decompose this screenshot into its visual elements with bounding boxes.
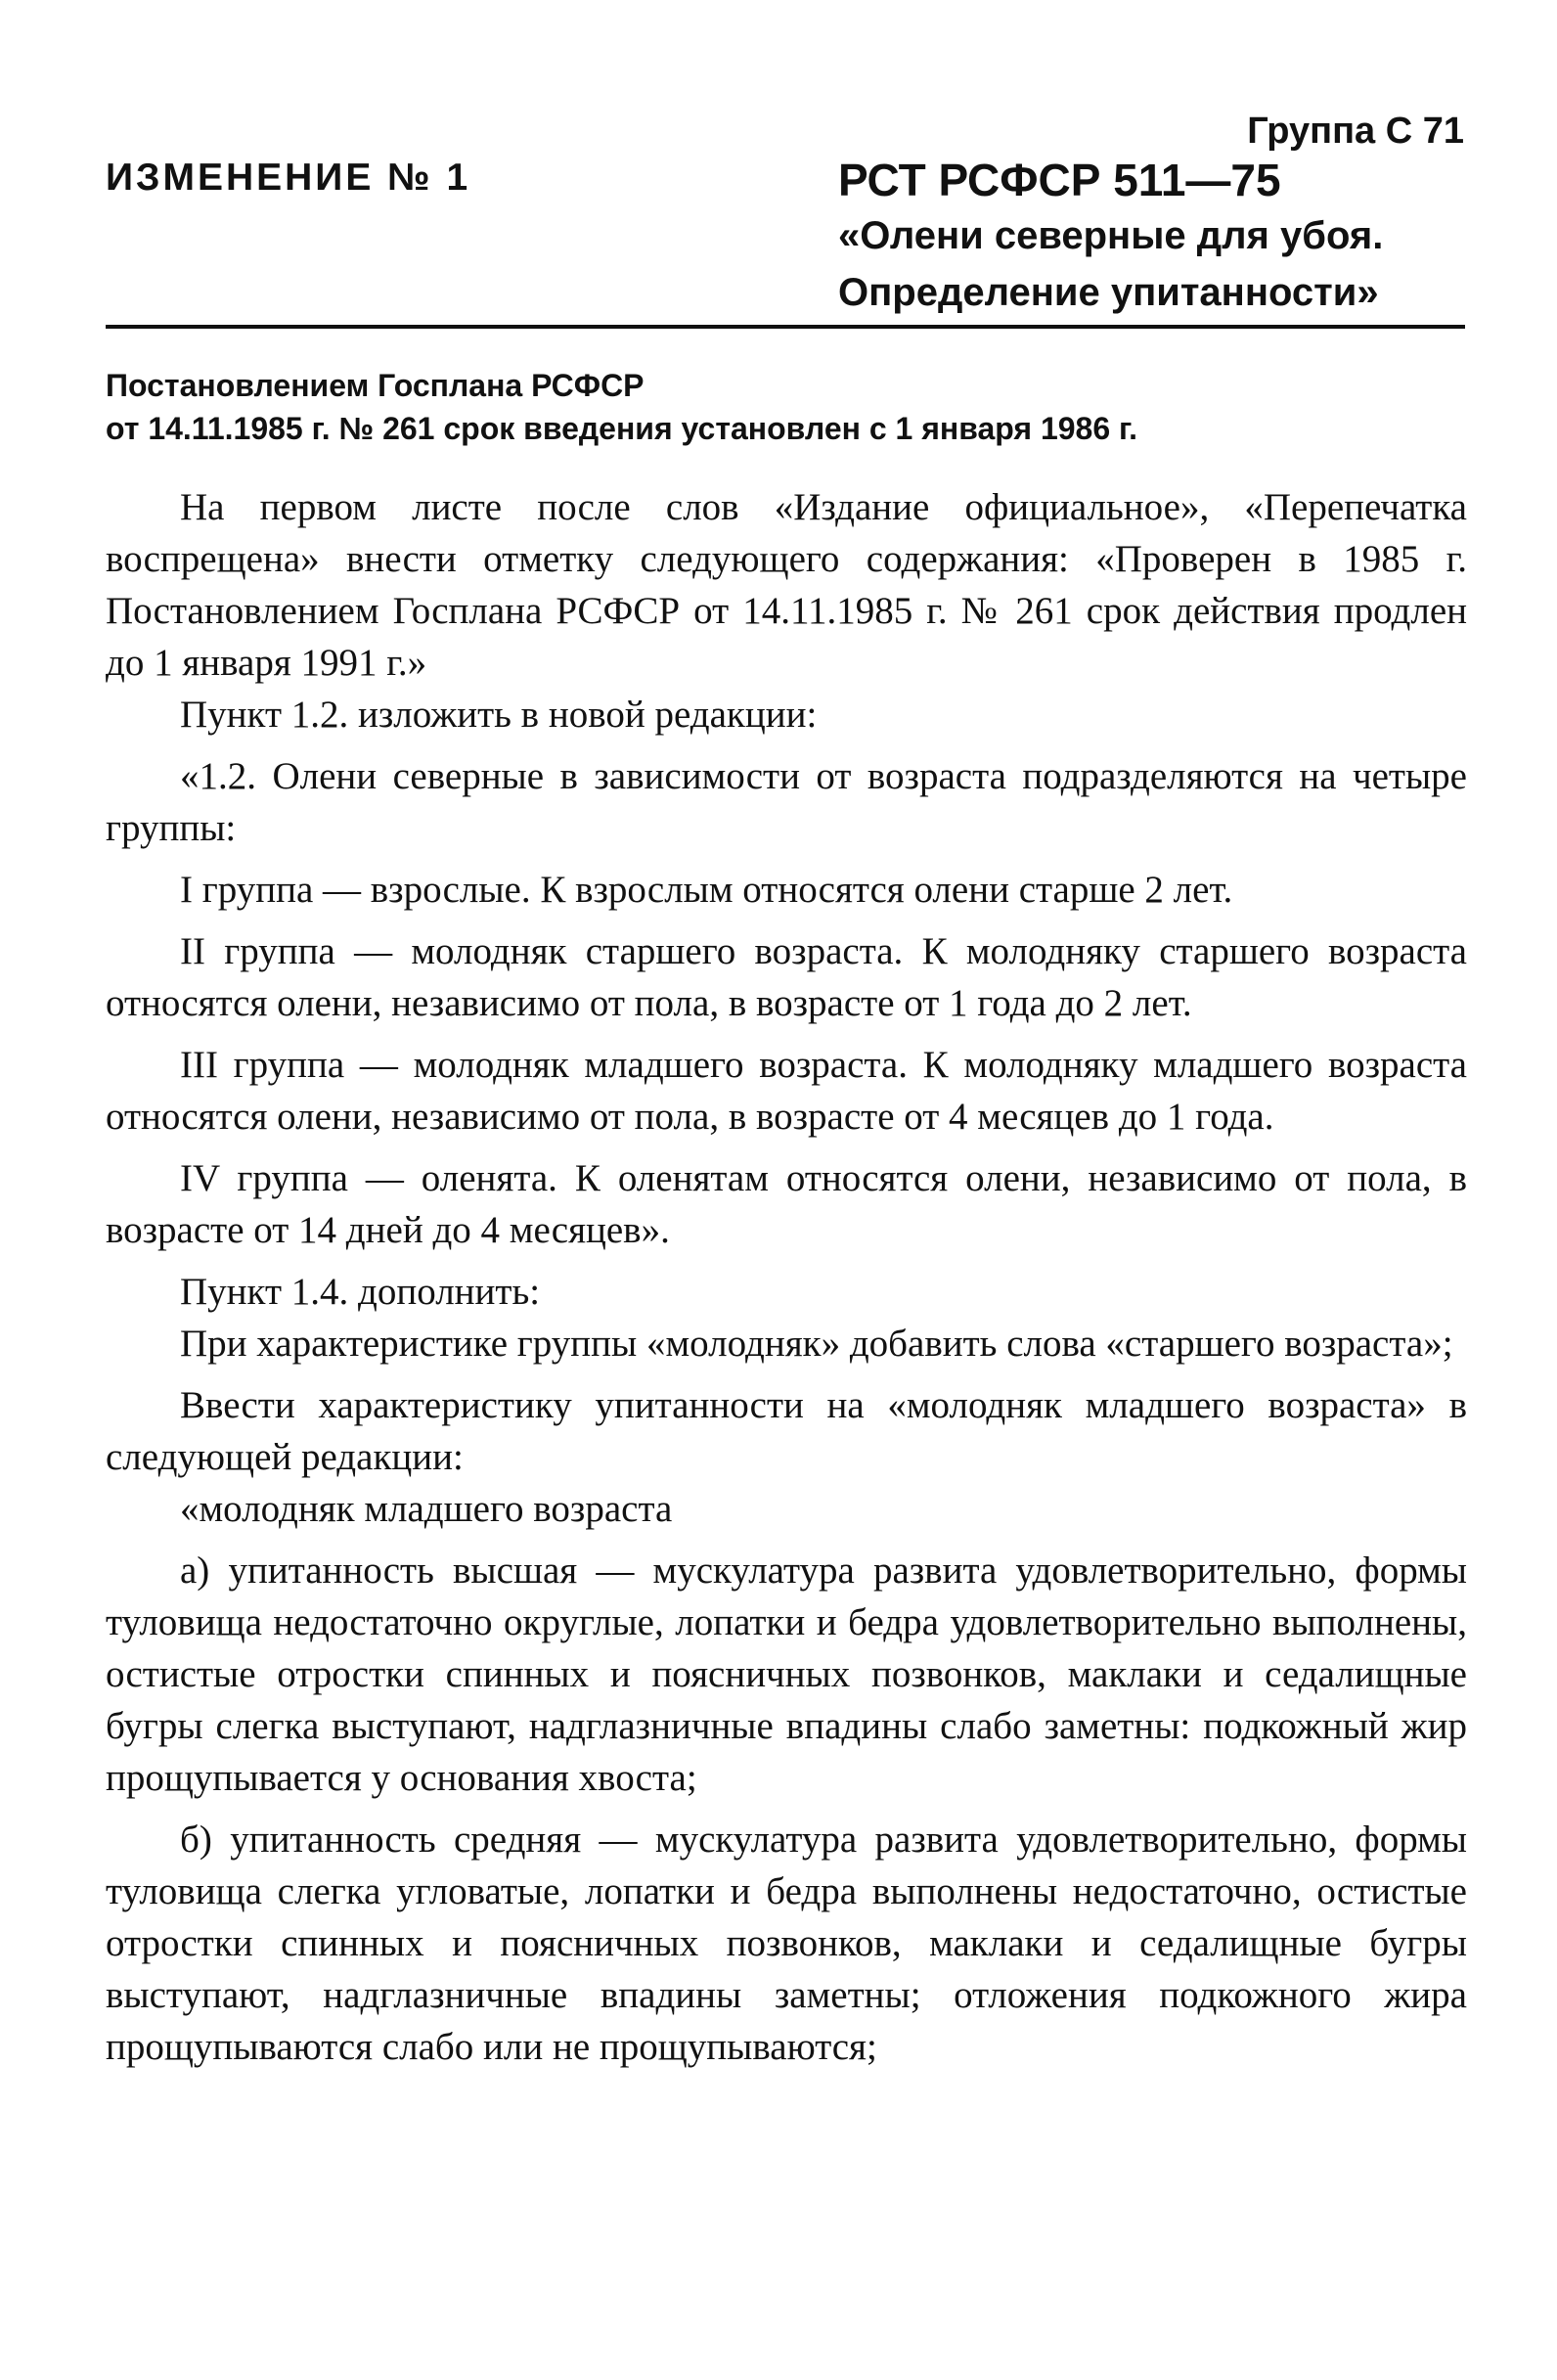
paragraph: IV группа — оленята. К оленятам относятся олени, независимо от пола, в возрасте от 14 дней до 4 месяцев». [106, 1157, 1467, 1251]
paragraph: При характеристике группы «молодняк» добавить слова «старшего возраста»; [180, 1323, 1453, 1365]
paragraph: Ввести характеристику упитанности на «молодняк младшего возраста» в следующей редакции: [106, 1384, 1467, 1478]
group-code: Группа С 71 [1247, 111, 1464, 152]
standard-header [838, 153, 1464, 321]
standard-number: РСТ РСФСР 511—75 [838, 155, 1281, 205]
paragraph: б) упитанность средняя — мускулатура развита удовлетворительно, формы туловища слегка угловатые, лопатки и бедра выполнены недостаточно, остистые отростки спинных и поясничных позвонков, маклаки и седалищные бугры выступают, надглазничные впадины заметны; отложения подкожного жира прощупываются слабо или не прощупываются; [106, 1819, 1467, 2068]
paragraph: На первом листе после слов «Издание официальное», «Перепечатка воспрещена» внести отметку следующего содержания: «Проверен в 1985 г. Постановлением Госплана РСФСР от 14.11.1985 г. № 261 срок действия продлен до 1 января 1991 г.» [106, 486, 1467, 684]
header-divider [106, 325, 1465, 329]
paragraph: «1.2. Олени северные в зависимости от возраста подразделяются на четыре группы: [106, 755, 1467, 849]
decree-block [106, 364, 1475, 450]
change-number: ИЗМЕНЕНИЕ № 1 [106, 157, 471, 199]
paragraph: Пункт 1.2. изложить в новой редакции: [180, 694, 818, 736]
decree-line2: от 14.11.1985 г. № 261 срок введения установлен с 1 января 1986 г. [106, 411, 1138, 446]
paragraph: Пункт 1.4. дополнить: [180, 1271, 541, 1313]
standard-title-line2: Определение упитанности» [838, 271, 1379, 314]
document-body [106, 481, 1467, 2073]
standard-title-line1: «Олени северные для убоя. [838, 214, 1384, 257]
decree-line1: Постановлением Госплана РСФСР [106, 368, 645, 403]
paragraph: «молодняк младшего возраста [180, 1488, 673, 1530]
paragraph: I группа — взрослые. К взрослым относятся олени старше 2 лет. [180, 869, 1233, 911]
paragraph: III группа — молодняк младшего возраста. К молодняку младшего возраста относятся олени, независимо от пола, в возрасте от 4 месяцев до 1 года. [106, 1044, 1467, 1138]
paragraph: а) упитанность высшая — мускулатура развита удовлетворительно, формы туловища недостаточно округлые, лопатки и бедра удовлетворительно выполнены, остистые отростки спинных и поясничных позвонков, маклаки и седалищные бугры слегка выступают, надглазничные впадины слабо заметны: подкожный жир прощупывается у основания хвоста; [106, 1549, 1467, 1799]
paragraph: II группа — молодняк старшего возраста. К молодняку старшего возраста относятся олени, независимо от пола, в возрасте от 1 года до 2 лет. [106, 930, 1467, 1024]
